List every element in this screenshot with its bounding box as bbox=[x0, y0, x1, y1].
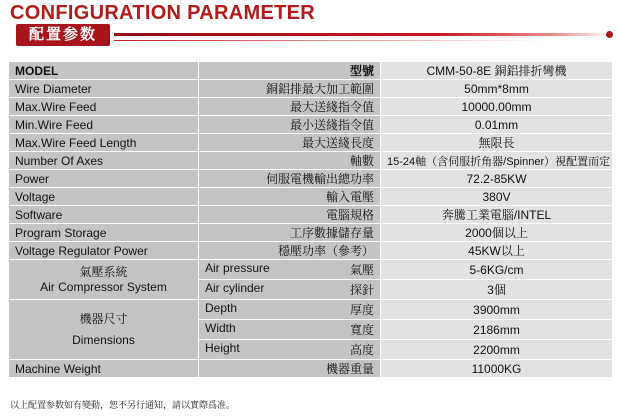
sub-label-zh: 厚度 bbox=[349, 303, 374, 317]
air-group-en: Air Compressor System bbox=[40, 279, 167, 294]
row-label-zh: 電腦規格 bbox=[199, 206, 381, 224]
row-label-zh: 工序數據儲存量 bbox=[199, 224, 381, 242]
row-value: 2000個以上 bbox=[381, 224, 613, 242]
sub-label-en: Width bbox=[205, 321, 236, 335]
table-row bbox=[9, 300, 613, 320]
row-label-en: Program Storage bbox=[9, 224, 199, 242]
header-divider bbox=[114, 33, 612, 36]
table-row bbox=[9, 80, 613, 98]
dim-group-label bbox=[9, 300, 199, 360]
sub-label-zh: 高度 bbox=[349, 343, 374, 357]
row-value: 380V bbox=[381, 188, 613, 206]
table-row bbox=[9, 134, 613, 152]
row-label-zh: 輸入電壓 bbox=[199, 188, 381, 206]
table-row bbox=[9, 206, 613, 224]
row-label-en: Wire Diameter bbox=[9, 80, 199, 98]
row-value: 10000.00mm bbox=[381, 98, 613, 116]
row-value: 無限長 bbox=[381, 134, 613, 152]
row-label-en: Voltage bbox=[9, 188, 199, 206]
row-label-zh: 銅鋁排最大加工範圍 bbox=[199, 80, 381, 98]
table-row bbox=[9, 188, 613, 206]
dim-sub-label bbox=[199, 300, 381, 320]
air-group-label bbox=[9, 260, 199, 300]
row-label-zh: 伺服電機輸出總功率 bbox=[199, 170, 381, 188]
table-header-row bbox=[9, 62, 613, 80]
row-label-en: Max.Wire Feed bbox=[9, 98, 199, 116]
dim-sub-label bbox=[199, 320, 381, 340]
table-row bbox=[9, 170, 613, 188]
row-value: 50mm*8mm bbox=[381, 80, 613, 98]
row-label-en: Software bbox=[9, 206, 199, 224]
row-label-en: Max.Wire Feed Length bbox=[9, 134, 199, 152]
header-divider-dot bbox=[606, 31, 613, 38]
row-value: 45KW以上 bbox=[381, 242, 613, 260]
table-row bbox=[9, 260, 613, 280]
table-row bbox=[9, 224, 613, 242]
row-label-en: Machine Weight bbox=[9, 360, 199, 378]
header-en: MODEL bbox=[9, 62, 199, 80]
air-group-zh: 氣壓系統 bbox=[79, 264, 128, 279]
footnote: 以上配置参数如有變動，恕不另行通知，請以實際爲准。 bbox=[10, 400, 236, 410]
sub-label-en: Height bbox=[205, 341, 240, 355]
row-value: 2200mm bbox=[381, 340, 613, 360]
row-label-zh: 軸數 bbox=[199, 152, 381, 170]
row-label-en: Voltage Regulator Power bbox=[9, 242, 199, 260]
row-label-zh: 最大送綫長度 bbox=[199, 134, 381, 152]
sub-label-en: Air cylinder bbox=[205, 281, 265, 295]
header-zh: 型號 bbox=[199, 62, 381, 80]
sub-label-en: Air pressure bbox=[205, 261, 270, 275]
air-sub-label bbox=[199, 260, 381, 280]
sub-label-zh: 探針 bbox=[349, 283, 374, 297]
section-header bbox=[8, 0, 612, 52]
row-label-zh: 穩壓功率（參考） bbox=[199, 242, 381, 260]
table-row bbox=[9, 242, 613, 260]
sub-label-zh: 寬度 bbox=[349, 323, 374, 337]
dim-sub-label bbox=[199, 340, 381, 360]
section-title-en: CONFIGURATION PARAMETER bbox=[10, 2, 316, 24]
table-row bbox=[9, 360, 613, 378]
table-row bbox=[9, 98, 613, 116]
sub-label-en: Depth bbox=[205, 301, 238, 315]
spec-table bbox=[8, 61, 613, 378]
row-value: 3900mm bbox=[381, 300, 613, 320]
row-value: 11000KG bbox=[381, 360, 613, 378]
table-row bbox=[9, 152, 613, 170]
row-label-zh: 最大送綫指令值 bbox=[199, 98, 381, 116]
table-row bbox=[9, 116, 613, 134]
section-title-zh-badge: 配置参数 bbox=[16, 24, 110, 46]
row-label-en: Min.Wire Feed bbox=[9, 116, 199, 134]
sub-label-zh: 氣壓 bbox=[349, 263, 374, 277]
row-label-zh: 最小送綫指令值 bbox=[199, 116, 381, 134]
row-value: 15-24軸（含伺服折角器/Spinner）視配置而定 bbox=[381, 152, 613, 170]
air-sub-label bbox=[199, 280, 381, 300]
row-value: 72.2-85KW bbox=[381, 170, 613, 188]
row-value: 3個 bbox=[381, 280, 613, 300]
row-value: 5-6KG/cm bbox=[381, 260, 613, 280]
row-value: 2186mm bbox=[381, 320, 613, 340]
row-label-en: Power bbox=[9, 170, 199, 188]
header-divider-thin bbox=[114, 40, 544, 41]
row-value: 奔騰工業電腦/INTEL bbox=[381, 206, 613, 224]
row-label-zh: 機器重量 bbox=[199, 360, 381, 378]
row-value: 0.01mm bbox=[381, 116, 613, 134]
row-label-en: Number Of Axes bbox=[9, 152, 199, 170]
header-value: CMM-50-8E 銅鋁排折彎機 bbox=[381, 62, 613, 80]
dim-group-en: Dimensions bbox=[72, 332, 135, 347]
dim-group-zh: 機器尺寸 bbox=[79, 311, 128, 326]
